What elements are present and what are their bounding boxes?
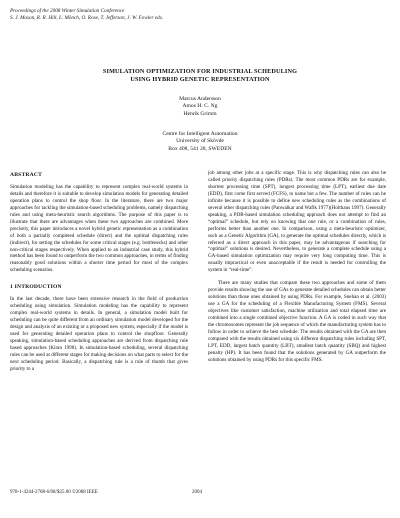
- author-name: Amos H. C. Ng: [182, 103, 218, 110]
- introduction-paragraph: In the last decade, there have been extensive research in the field of production scheduling using simulation. Simulation modeling has the capability to represent complex real-world systems in details. In general, a simulation model built for scheduling can be quite different from an ordinary simulation model developed for the design and analysis of an existing or a proposed new system, especially if the model is used for generating detailed operation plans to control the shopfloor. Generally speaking, simulation-based scheduling approaches are derived from dispatching rule based approaches (Kiran 1998). In simulation-based scheduling, several dispatching rules can be used at different stages for making decisions on what parts to select for the next scheduling period. Basically, a dispatching rule is a rule of thumb that gives priority to a: [10, 296, 188, 372]
- conference-name: Proceedings of the 2008 Winter Simulation Conference: [10, 8, 125, 14]
- running-head: [10, 8, 250, 22]
- editors-line: S. J. Mason, R. R. Hill, L. Mönch, O. Rose, T. Jefferson, J. W. Fowler eds.: [10, 15, 164, 21]
- left-column: [10, 170, 188, 379]
- affiliation-line: Centre for Intelligent Automation: [162, 131, 238, 137]
- author-name: Marcus Andersson: [179, 96, 221, 102]
- affiliation-line: University of Skövde: [176, 138, 224, 145]
- affiliation-line: Box 408, 541 28, SWEDEN: [168, 145, 232, 152]
- abstract-heading: ABSTRACT: [10, 172, 43, 178]
- introduction-heading: 1 INTRODUCTION: [10, 284, 62, 291]
- author-list: [120, 96, 280, 118]
- title-line-1: SIMULATION OPTIMIZATION FOR INDUSTRIAL SCHEDULING: [102, 68, 298, 75]
- right-column: [208, 170, 386, 370]
- paper-title: [40, 68, 360, 84]
- body-paragraph: job among other jobs at a specific stage. This is why dispatching rules can also be called priority dispatching rules (PDRs). The most common PDRs are for example, shortest processing time (SPT), longest processing time (LPT), earliest due date (EDD), first come first served (FCFS), to name but a few. The number of rules can be infinite because it is possible to define new scheduling rules as the combinations of several other dispatching rules (Panwalkar and Wafik 1977)(Holthaus 1997). Generally speaking, a PDR-based simulation scheduling approach does not attempt to find an “optimal” schedule, but rely on knowing that one rule, or a combination of rules, performs better than another one. In comparison, using a meta-heuristic optimizer, such as a Genetic Algorithm (GA), to generate the optimal schedules directly, which is referred as a direct approach in this paper, may be advantageous if searching for “optimal” solutions is desired. Nevertheless, to generate a complete schedule using a GA-based simulation optimization may require very long computing time. This is usually impractical or even unacceptable if the result is needed for controlling the system in “real-time”.: [208, 170, 386, 274]
- abstract-text: Simulation modeling has the capability to represent complex real-world systems in details and therefore it is suitable to develop simulation models for generating detailed operation plans to control the shop floor. In the literature, there are two major approaches for tackling the simulation-based scheduling problems, namely dispatching rules and using meta-heuristic search algorithms. The purpose of this paper is to illustrate that there are advantages when these two approaches are combined. More precisely, this paper introduces a novel hybrid genetic representation as a combination of both a partially completed schedule (direct) and the optimal dispatching rules (indirect), for setting the schedules for some critical stages (e.g. bottlenecks) and other non-critical stages respectively. When applied to an industrial case study, this hybrid method has been found to outperform the two common approaches, in terms of finding reasonably good solutions within a shorter time period for most of the complex scheduling scenarios.: [10, 183, 188, 274]
- body-paragraph: There are many studies that compare these two approaches and some of them provide results showing the use of GAs to generate detailed schedules can obtain better solutions than those ones obtained by using PDRs. For example, Snehan et al. (2003) use a GA for the scheduling of a Flexible Manufacturing System (FMS). Several objectives like customer satisfaction, machine utilization and total elapsed time are combined into a single combined objective function. A GA is coded in such way that the chromosomes represent the job sequence of which the manufacturing system has to follow in order to achieve the best schedule. The results obtained with the GA are then compared with the results obtained using six different dispatching rules including SPT, LPT, EDD, largest batch quantity (LBT), smallest batch quantity (SBQ) and highest penalty (HP). It has been found that the solutions generated by GA outperform the solutions obtained by using PDRs for this specific FMS.: [208, 280, 386, 363]
- page-number: 2004: [192, 490, 202, 495]
- title-line-2: USING HYBRID GENETIC REPRESENTATION: [130, 76, 270, 83]
- isbn-copyright: 978-1-4244-2708-6/08/$25.00 ©2008 IEEE: [10, 490, 98, 495]
- affiliation: [100, 131, 300, 153]
- author-name: Henrik Grimm: [183, 110, 217, 117]
